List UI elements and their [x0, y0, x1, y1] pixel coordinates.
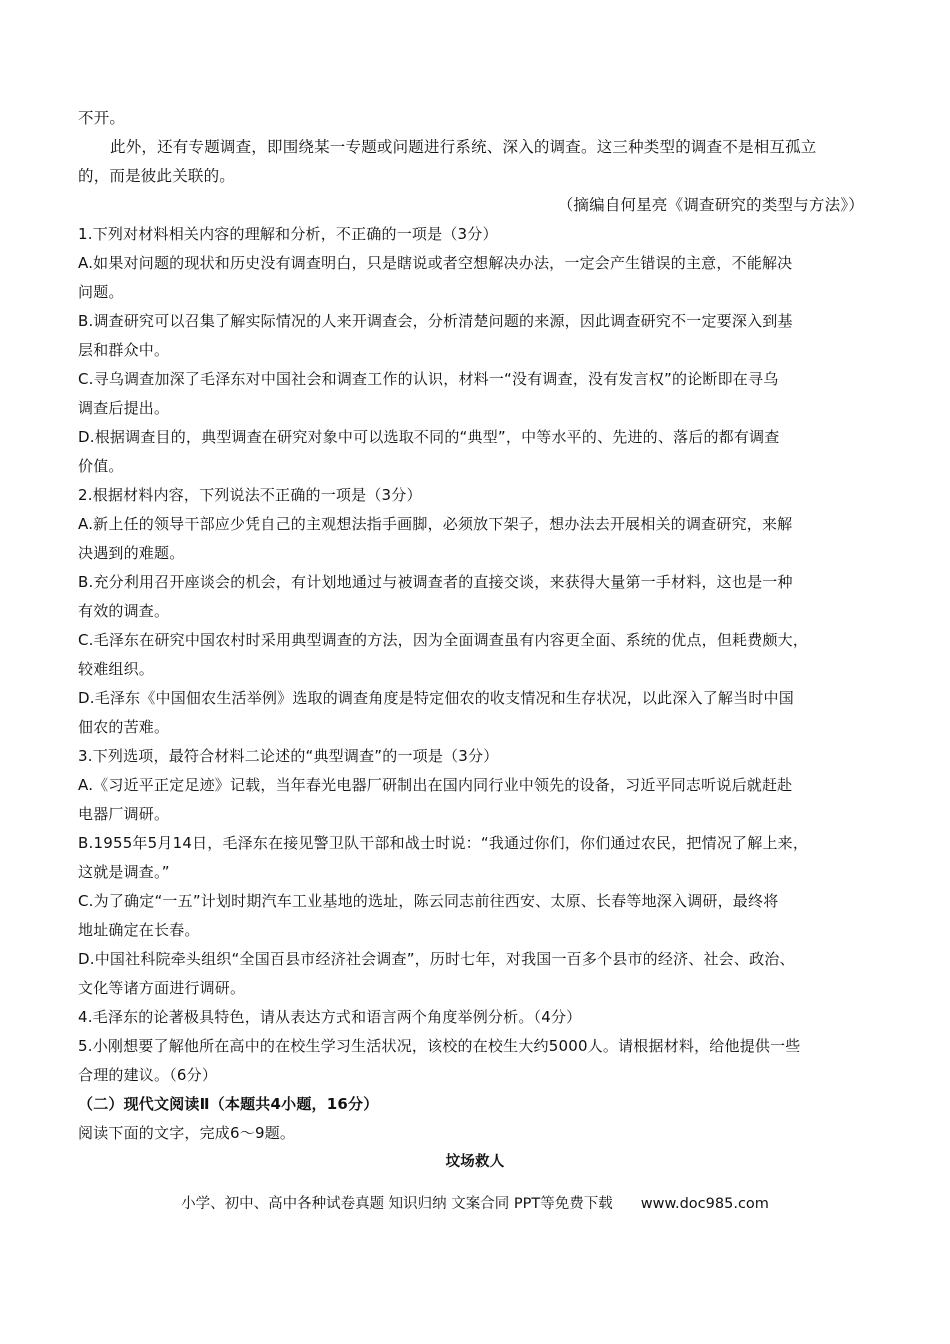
paragraph-line: 不开。 [78, 109, 126, 127]
question-1-option-c-cont: 调查后提出。 [78, 399, 170, 417]
question-1-option-a-cont: 问题。 [78, 283, 124, 301]
source-citation: （摘编自何星亮《调查研究的类型与方法》） [557, 196, 864, 214]
footer-site-link[interactable]: www.doc985.com [640, 1196, 769, 1212]
paragraph-line: 此外，还有专题调查，即围绕某一专题或问题进行系统、深入的调查。这三种类型的调查不是相互孤立 [110, 138, 817, 156]
question-1-option-d-cont: 价值。 [78, 457, 124, 475]
question-5-cont: 合理的建议。（6分） [78, 1066, 218, 1084]
question-3-option-c: C.为了确定“一五”计划时期汽车工业基地的选址，陈云同志前往西安、太原、长春等地深入调研，最终将 [78, 892, 779, 910]
question-2-option-c-cont: 较难组织。 [78, 660, 155, 678]
question-2-option-a: A.新上任的领导干部应少凭自己的主观想法指手画脚，必须放下架子，想办法去开展相关的调查研究，来解 [78, 515, 793, 533]
question-4: 4.毛泽东的论著极具特色，请从表达方式和语言两个角度举例分析。（4分） [78, 1008, 582, 1026]
question-1-option-b: B.调查研究可以召集了解实际情况的人来开调查会，分析清楚问题的来源，因此调查研究不一定要深入到基 [78, 312, 793, 330]
footer-text: 小学、初中、高中各种试卷真题 知识归纳 文案合同 PPT等免费下载 [181, 1196, 613, 1212]
question-2-option-b: B.充分利用召开座谈会的机会，有计划地通过与被调查者的直接交谈，来获得大量第一手材料，这也是一种 [78, 573, 793, 591]
question-1-option-a: A.如果对问题的现状和历史没有调查明白，只是瞎说或者空想解决办法，一定会产生错误的主意，不能解决 [78, 254, 793, 272]
question-3-option-d-cont: 文化等诸方面进行调研。 [78, 979, 246, 997]
question-5: 5.小刚想要了解他所在高中的在校生学习生活状况，该校的在校生大约5000人。请根据材料，给他提供一些 [78, 1037, 801, 1055]
question-3-option-a: A.《习近平正定足迹》记载，当年春光电器厂研制出在国内同行业中领先的设备，习近平同志听说后就赶赴 [78, 776, 793, 794]
section-heading: （二）现代文阅读Ⅱ（本题共4小题，16分） [78, 1095, 379, 1113]
question-3-option-a-cont: 电器厂调研。 [78, 805, 170, 823]
page-footer [0, 1192, 950, 1213]
question-1-option-c: C.寻乌调查加深了毛泽东对中国社会和调查工作的认识，材料一“没有调查，没有发言权”的论断即在寻乌 [78, 370, 779, 388]
question-2-option-b-cont: 有效的调查。 [78, 602, 170, 620]
question-2-stem: 2.根据材料内容，下列说法不正确的一项是（3分） [78, 486, 422, 504]
question-2-option-c: C.毛泽东在研究中国农村时采用典型调查的方法，因为全面调查虽有内容更全面、系统的优点，但耗费颇大， [78, 631, 809, 649]
question-1-stem: 1.下列对材料相关内容的理解和分析，不正确的一项是（3分） [78, 225, 498, 243]
question-2-option-d-cont: 佃农的苦难。 [78, 718, 170, 736]
question-3-option-c-cont: 地址确定在长春。 [78, 921, 200, 939]
question-3-option-d: D.中国社科院牵头组织“全国百县市经济社会调查”，历时七年，对我国一百多个县市的经济、社会、政治、 [78, 950, 795, 968]
question-3-stem: 3.下列选项，最符合材料二论述的“典型调查”的一项是（3分） [78, 747, 499, 765]
question-2-option-a-cont: 决遇到的难题。 [78, 544, 185, 562]
question-2-option-d: D.毛泽东《中国佃农生活举例》选取的调查角度是特定佃农的收支情况和生存状况，以此深入了解当时中国 [78, 689, 794, 707]
article-title: 坟场救人 [445, 1153, 505, 1170]
question-1-option-d: D.根据调查目的，典型调查在研究对象中可以选取不同的“典型”，中等水平的、先进的、落后的都有调查 [78, 428, 780, 446]
question-3-option-b-cont: 这就是调查。” [78, 863, 170, 881]
reading-instruction: 阅读下面的文字，完成6～9题。 [78, 1124, 296, 1142]
paragraph-line: 的，而是彼此关联的。 [78, 167, 236, 185]
question-3-option-b: B.1955年5月14日，毛泽东在接见警卫队干部和战士时说：“我通过你们，你们通过农民，把情况了解上来， [78, 834, 809, 852]
question-1-option-b-cont: 层和群众中。 [78, 341, 170, 359]
